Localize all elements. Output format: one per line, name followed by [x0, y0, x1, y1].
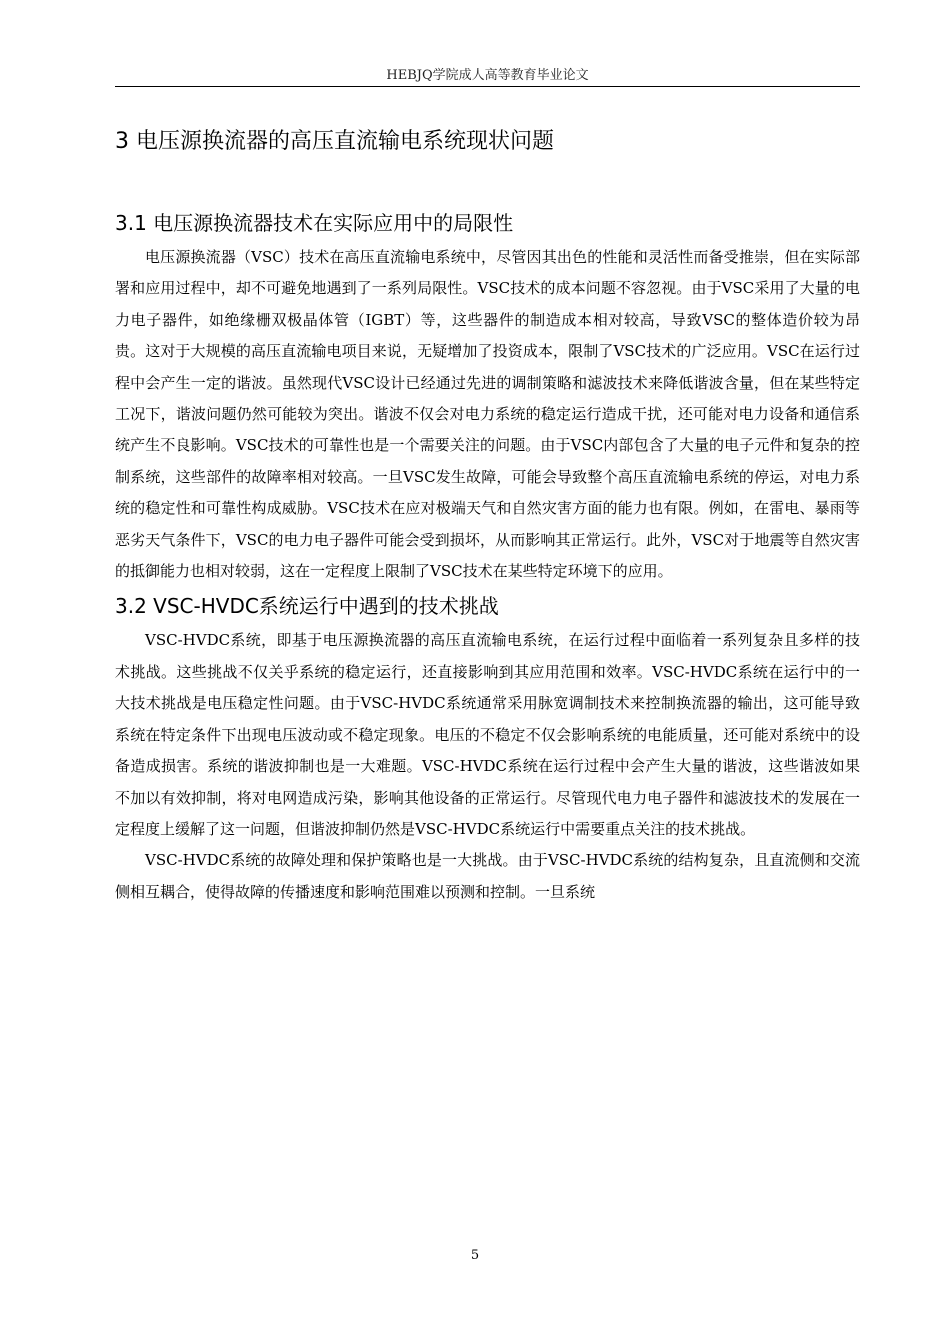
section-title: 3.2 VSC-HVDC系统运行中遇到的技术挑战 — [115, 594, 499, 619]
body-paragraph: 电压源换流器（VSC）技术在高压直流输电系统中，尽管因其出色的性能和灵活性而备受推崇，但在实际部署和应用过程中，却不可避免地遇到了一系列局限性。VSC技术的成本问题不容忽视。由于VSC采用了大量的电力电子器件，如绝缘栅双极晶体管（IGBT）等，这些器件的制造成本相对较高，导致VSC的整体造价较为昂贵。这对于大规模的高压直流输电项目来说，无疑增加了投资成本，限制了VSC技术的广泛应用。VSC在运行过程中会产生一定的谐波。虽然现代VSC设计已经通过先进的调制策略和滤波技术来降低谐波含量，但在某些特定工况下，谐波问题仍然可能较为突出。谐波不仅会对电力系统的稳定运行造成干扰，还可能对电力设备和通信系统产生不良影响。VSC技术的可靠性也是一个需要关注的问题。由于VSC内部包含了大量的电子元件和复杂的控制系统，这些部件的故障率相对较高。一旦VSC发生故障，可能会导致整个高压直流输电系统的停运，对电力系统的稳定性和可靠性构成威胁。VSC技术在应对极端天气和自然灾害方面的能力也有限。例如，在雷电、暴雨等恶劣天气条件下，VSC的电力电子器件可能会受到损坏，从而影响其正常运行。此外，VSC对于地震等自然灾害的抵御能力也相对较弱，这在一定程度上限制了VSC技术在某些特定环境下的应用。 — [115, 248, 860, 581]
page-number: 5 — [470, 1248, 480, 1263]
page-body — [115, 112, 860, 908]
body-paragraph: VSC-HVDC系统，即基于电压源换流器的高压直流输电系统，在运行过程中面临着一系列复杂且多样的技术挑战。这些挑战不仅关乎系统的稳定运行，还直接影响到其应用范围和效率。VSC-HVDC系统在运行中的一大技术挑战是电压稳定性问题。由于VSC-HVDC系统通常采用脉宽调制技术来控制换流器的输出，这可能导致系统在特定条件下出现电压波动或不稳定现象。电压的不稳定不仅会影响系统的电能质量，还可能对系统中的设备造成损害。系统的谐波抑制也是一大难题。VSC-HVDC系统在运行过程中会产生大量的谐波，这些谐波如果不加以有效抑制，将对电网造成污染，影响其他设备的正常运行。尽管现代电力电子器件和滤波技术的发展在一定程度上缓解了这一问题，但谐波抑制仍然是VSC-HVDC系统运行中需要重点关注的技术挑战。 — [115, 631, 860, 838]
running-header: HEBJQ学院成人高等教育毕业论文 — [386, 68, 589, 83]
body-paragraph: VSC-HVDC系统的故障处理和保护策略也是一大挑战。由于VSC-HVDC系统的结构复杂，且直流侧和交流侧相互耦合，使得故障的传播速度和影响范围难以预测和控制。一旦系统 — [115, 851, 860, 901]
section-title: 3.1 电压源换流器技术在实际应用中的局限性 — [115, 211, 514, 235]
header-divider — [115, 86, 860, 87]
chapter-title: 3 电压源换流器的高压直流输电系统现状问题 — [115, 129, 554, 154]
